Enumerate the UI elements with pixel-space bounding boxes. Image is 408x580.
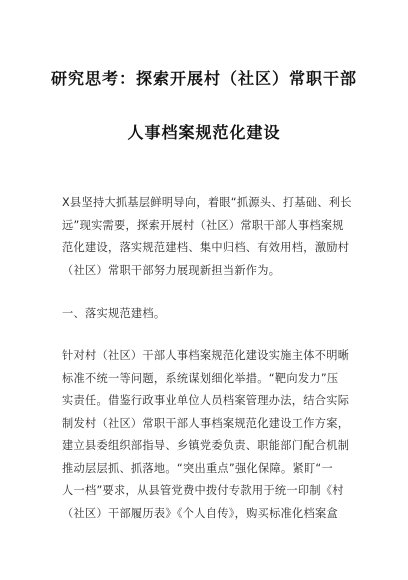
paragraph-section-1 xyxy=(62,345,350,525)
text-line: 远”现实需要，探索开展村（社区）常职干部人事档案规 xyxy=(62,218,344,232)
text-line: X县坚持大抓基层鲜明导向，着眼“抓源头、打基础、利长 xyxy=(62,196,352,209)
document-title-line-2: 人事档案规范化建设 xyxy=(127,123,281,142)
text-line: （社区）常职干部努力展现新担当新作为。 xyxy=(62,263,281,277)
document-title-line-1: 研究思考：探索开展村（社区）常职干部 xyxy=(50,69,357,88)
text-line: 针对村（社区）干部人事档案规范化建设实施主体不明晰 xyxy=(62,349,350,362)
text-line: 一、落实规范建档。 xyxy=(62,307,166,320)
text-line: （社区）干部履历表》《个人自传》，购买标准化档案盒 xyxy=(62,506,338,520)
text-line: 建立县委组织部指导、乡镇党委负责、职能部门配合机制 xyxy=(62,439,350,452)
text-line: 人一档”要求，从县管党费中拨付专款用于统一印制《村 xyxy=(62,484,344,497)
section-heading-1 xyxy=(62,303,350,326)
text-line: 推动层层抓、抓落地。“突出重点”强化保障。紧盯“一 xyxy=(62,461,334,475)
text-line: 实责任。借鉴行政事业单位人员档案管理办法，结合实际 xyxy=(62,394,350,407)
text-line: 标准不统一等问题，系统谋划细化举措。“靶向发力”压 xyxy=(62,371,339,385)
text-line: 范化建设，落实规范建档、集中归档、有效用档，激励村 xyxy=(62,241,350,254)
paragraph-intro xyxy=(62,192,350,282)
text-line: 制发村（社区）常职干部人事档案规范化建设工作方案， xyxy=(62,416,350,430)
